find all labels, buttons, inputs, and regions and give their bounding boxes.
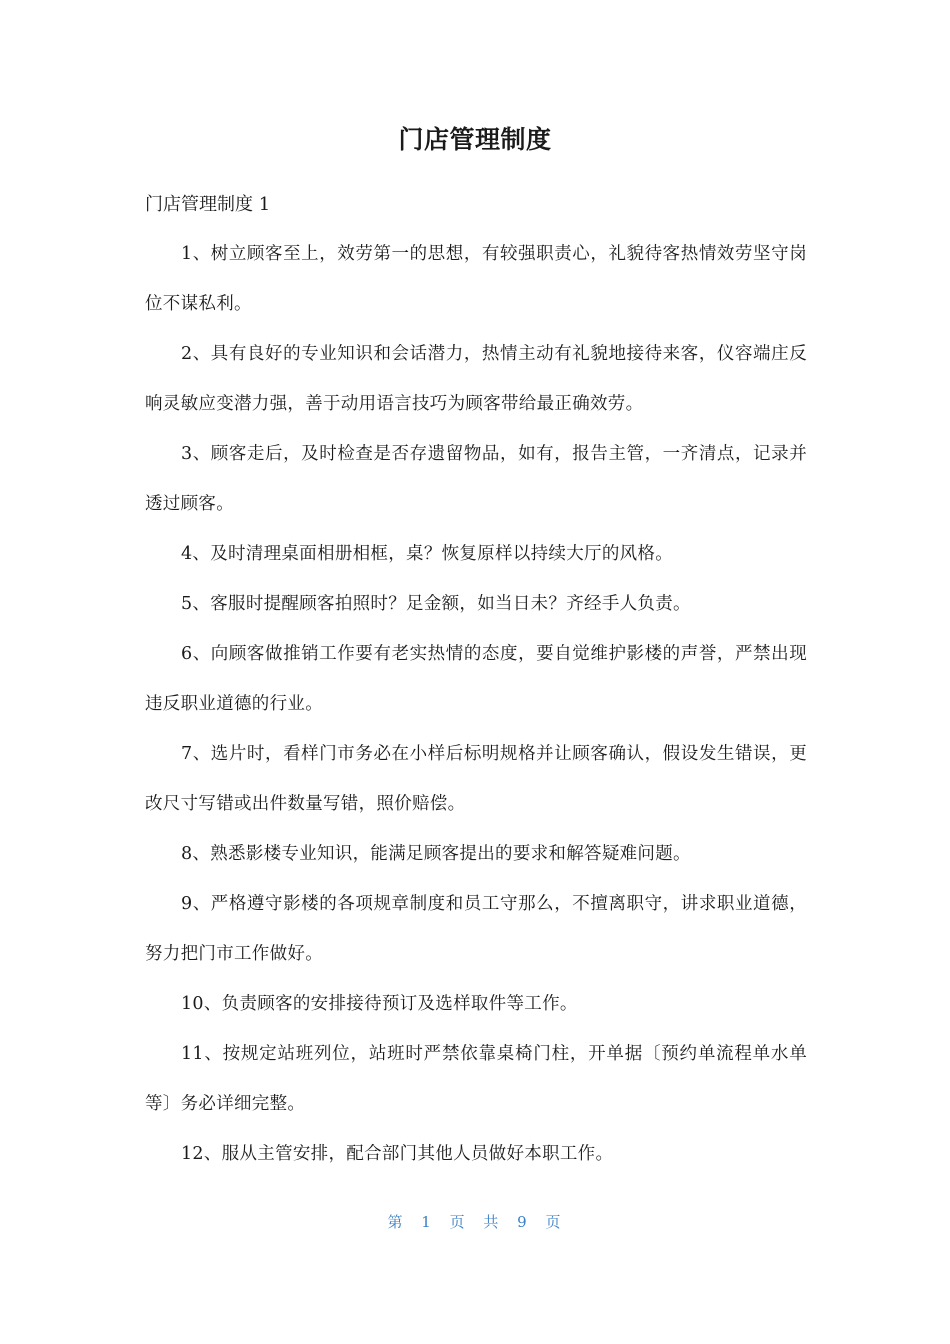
paragraph-2: 2、具有良好的专业知识和会话潜力，热情主动有礼貌地接待来客，仪容端庄反响灵敏应变潜力强，善于动用语言技巧为顾客带给最正确效劳。 [145, 344, 807, 414]
paragraph-4: 4、及时清理桌面相册相框，桌？恢复原样以持续大厅的风格。 [181, 544, 674, 564]
paragraph-8: 8、熟悉影楼专业知识，能满足顾客提出的要求和解答疑难问题。 [181, 844, 691, 864]
paragraph-3: 3、顾客走后，及时检查是否存遗留物品，如有，报告主管，一齐清点，记录并透过顾客。 [145, 444, 807, 514]
paragraph-1: 1、树立顾客至上，效劳第一的思想，有较强职责心，礼貌待客热情效劳坚守岗位不谋私利。 [145, 244, 807, 314]
paragraph-6: 6、向顾客做推销工作要有老实热情的态度，要自觉维护影楼的声誉，严禁出现违反职业道德的行业。 [145, 644, 807, 714]
paragraph-9: 9、严格遵守影楼的各项规章制度和员工守那么，不擅离职守，讲求职业道德，努力把门市工作做好。 [145, 894, 807, 964]
paragraph-5: 5、客服时提醒顾客拍照时？足金额，如当日未？齐经手人负责。 [181, 594, 691, 614]
paragraph-12: 12、服从主管安排，配合部门其他人员做好本职工作。 [181, 1144, 614, 1164]
paragraph-11: 11、按规定站班列位，站班时严禁依靠桌椅门柱，开单据〔预约单流程单水单等〕务必详细完整。 [145, 1044, 807, 1114]
section-heading: 门店管理制度 1 [145, 194, 271, 215]
document-body [145, 229, 807, 1179]
paragraph-10: 10、负责顾客的安排接待预订及选样取件等工作。 [181, 994, 578, 1014]
page-number-footer: 第 1 页 共 9 页 [387, 1213, 563, 1231]
page-title: 门店管理制度 [398, 125, 552, 154]
paragraph-7: 7、选片时，看样门市务必在小样后标明规格并让顾客确认，假设发生错误，更改尺寸写错或出件数量写错，照价赔偿。 [145, 744, 807, 814]
